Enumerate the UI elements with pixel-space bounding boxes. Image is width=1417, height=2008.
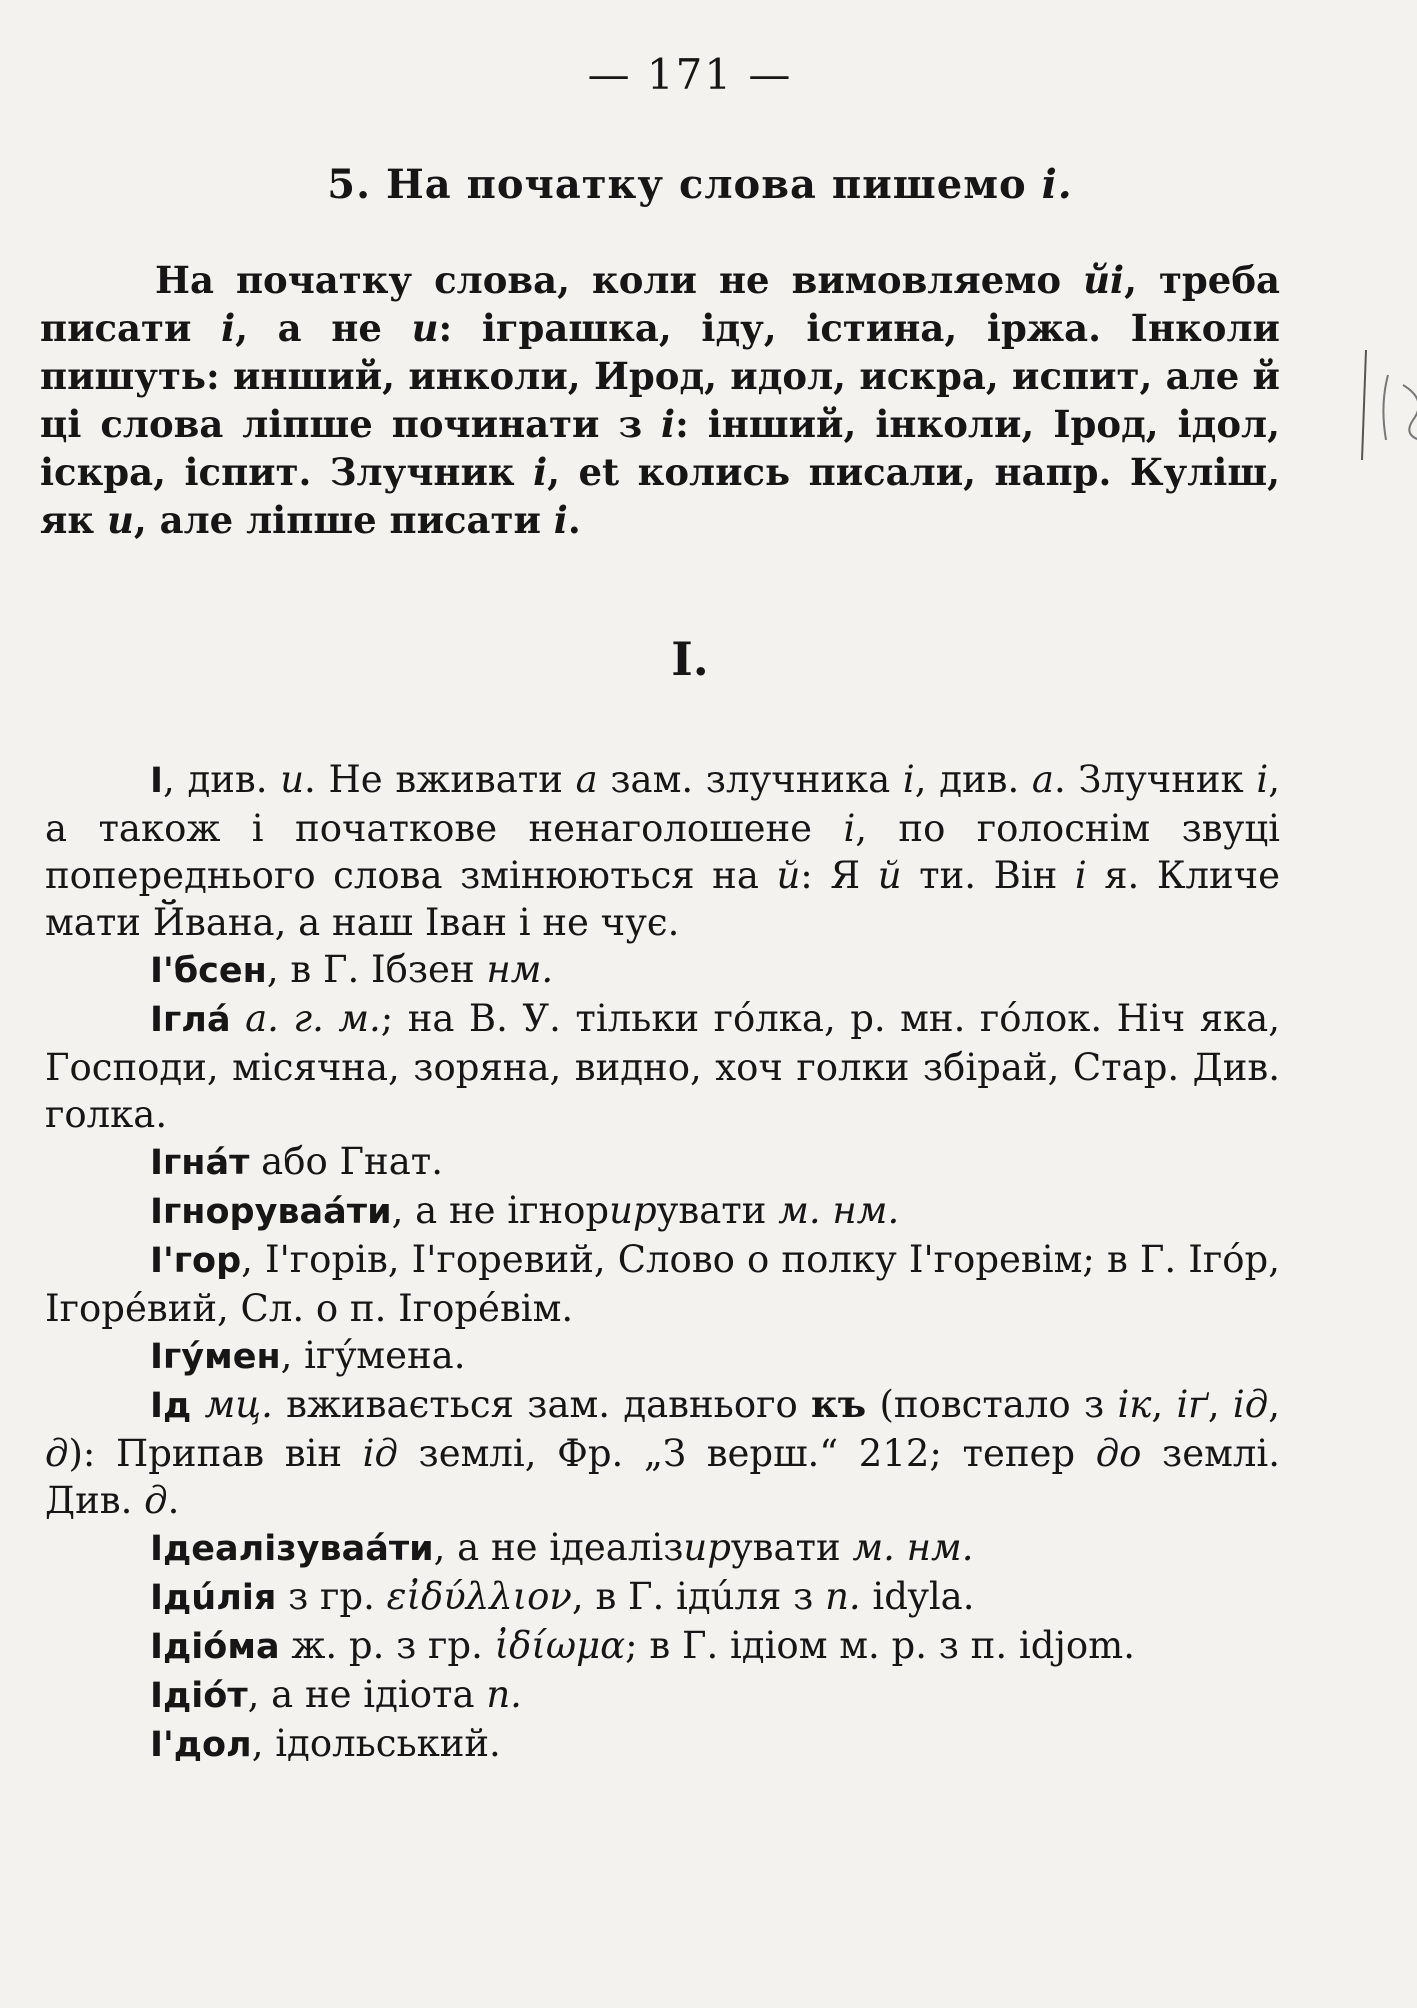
dictionary-entry [45,1622,1280,1671]
entry-text-run: , а не ідеаліз [433,1526,684,1569]
entry-text-run: і [843,807,856,850]
entry-headword: Ігнáт [150,1143,250,1183]
entry-text-run: а. г. м. [245,997,381,1040]
dictionary-entries [45,756,1280,1769]
entry-text-run: , ігýмена. [280,1334,466,1377]
entry-text-run: й [877,854,902,897]
entry-text-run [191,1383,204,1426]
dictionary-entry [45,995,1280,1138]
entry-text-run: п. [486,1673,522,1716]
entry-text-run: , а також і початкове ненаголошене [45,758,1280,850]
entry-text-run: до [1095,1432,1142,1475]
entry-text-run: и [280,758,305,801]
entry-text-run: , І'горів, І'горевий, Слово о полку І'горевім; в Г. Ігóр, Ігорéвий, Сл. о п. Ігорéвім. [45,1238,1280,1330]
entry-text-run: або Гнат. [249,1140,443,1183]
entry-text-run: εἰδύλλιον [386,1575,572,1618]
rule-text-run: На початку слова, коли не вимовляемо [155,258,1084,302]
entry-text-run: мц. [204,1383,273,1426]
entry-text-run: а [1031,758,1054,801]
rule-text-run: , а не [235,306,412,350]
entry-text-run: і [1074,854,1087,897]
entry-text-run: увати [730,1526,853,1569]
dictionary-entry [45,1236,1280,1332]
entry-text-run: а [575,758,598,801]
entry-text-run: . Злучник [1053,758,1257,801]
rule-text-run: . [567,498,581,542]
entry-text-run: ; в Г. ідіом м. р. з п. idjom. [625,1624,1135,1667]
entry-text-run: ж. р. з гр. [279,1624,495,1667]
entry-text-run: , див. [914,758,1032,801]
entry-text-run: й [776,854,801,897]
rule-paragraph [40,256,1280,544]
entry-text-run: д [144,1479,168,1522]
rule-text-run: и [411,306,439,350]
entry-text-run: п. [825,1575,861,1618]
entry-text-run: ід [362,1432,398,1475]
section-title [120,161,1280,208]
entry-text-run: , [1151,1383,1177,1426]
entry-text-run: ік [1117,1383,1152,1426]
entry-text-run: ; на В. У. тільки гóлка, р. мн. гóлок. Ніч яка, Господи, місячна, зоряна, видно, хоч голки збірай, Стар. Див. голка. [45,997,1280,1136]
entry-text-run: м. нм. [778,1189,900,1232]
page-number: — 171 — [587,50,793,99]
entry-headword: Ідіóт [150,1676,248,1716]
entry-text-run: іґ [1176,1383,1208,1426]
dictionary-entry [45,756,1280,946]
rule-text-run: : іграшка, іду, істина, іржа. Інколи пишуть: инший, инколи, Ирод, идол, искра, испит, але й ці слова ліпше починати з [40,306,1281,446]
entry-text-run: , ідольський. [251,1722,501,1765]
entry-text-run: ἰδίωμα [494,1624,626,1667]
rule-text-run: , але ліпше писати [133,498,554,542]
entry-text-run: нм. [486,948,554,991]
dictionary-entry [45,1381,1280,1524]
entry-text-run: ти. Він [901,854,1075,897]
rule-paragraph-container [40,256,1280,544]
section-title-letter: і. [1041,161,1073,208]
dictionary-entry [45,1671,1280,1720]
entry-text-run: . Не вживати [304,758,576,801]
entry-text-run: я. Кличе мати Йвана, а наш Іван і не чує. [45,854,1281,944]
entry-headword: Ідúлія [150,1578,277,1618]
rule-text-run: йі [1083,258,1125,302]
entry-text-run: , в Г. Ібзен [266,948,487,991]
entry-text-run: , в Г. ідúля з [571,1575,826,1618]
entry-text-run: idyla. [860,1575,975,1618]
dictionary-entry [45,1187,1280,1236]
entry-headword: Ігноруваáти [150,1192,392,1232]
entry-text-run: , [1207,1383,1233,1426]
entry-headword: І'дол [150,1725,252,1765]
entry-headword: І'гор [150,1241,242,1281]
entry-text-run: і [902,758,915,801]
entry-text-run: д [45,1432,69,1475]
entry-text-run: м. нм. [852,1526,974,1569]
entry-text-run: ): Припав він [68,1432,363,1475]
entry-text-run: з гр. [276,1575,387,1618]
rule-text-run: , треба писати [40,258,1280,350]
entry-text-run [231,997,246,1040]
entry-text-run: землі, Фр. „З верш.“ 212; тепер [397,1432,1096,1475]
entry-text-run: землі. Див. [45,1432,1280,1522]
handwritten-margin-mark-icon [1358,345,1417,465]
entry-text-run: увати [656,1189,779,1232]
dictionary-entry [45,1720,1280,1769]
entry-headword: Ідеалізуваáти [150,1529,434,1569]
entry-text-run: . [167,1479,180,1522]
dictionary-entry [45,1573,1280,1622]
dictionary-entry [45,1138,1280,1187]
rule-text-run: , еt колись писали, напр. Куліш, як [40,450,1281,542]
entry-text-run: ід [1232,1383,1269,1426]
entry-text-run: вживається зам. давнього [272,1383,812,1426]
entry-text-run: , [1268,1383,1280,1426]
rule-text-run: і [533,450,548,494]
rule-text-run: и [106,498,134,542]
entry-text-run: ир [609,1189,657,1232]
dictionary-entry [45,1524,1280,1573]
dictionary-entry [45,1332,1280,1381]
rule-text-run: і [553,498,568,542]
entry-text-run: і [1256,758,1269,801]
entry-text-run: ир [683,1526,731,1569]
entry-text-run: , по голоснім звуці попереднього слова змінюються на [45,807,1280,897]
entry-text-run: (повстало з [866,1383,1118,1426]
entry-text-run: къ [811,1382,867,1426]
entry-headword: Ігýмен [150,1337,281,1377]
section-title-text: 5. На початку слова пишемо [327,161,1042,208]
entry-text-run: , див. [163,758,281,801]
entry-headword: І [150,761,164,801]
entry-text-run: , а не ідіота [247,1673,487,1716]
rule-text-run: : інший, інколи, Ірод, ідол, іскра, іспит. Злучник [40,402,1280,494]
rule-text-run: і [661,402,676,446]
entry-headword: Ід [150,1386,192,1426]
entry-text-run: , а не ігнор [391,1189,610,1232]
entry-headword: Іглá [150,1000,231,1040]
book-page [40,50,1280,1769]
entry-text-run: зам. злучника [597,758,903,801]
dictionary-entry [45,946,1280,995]
entry-text-run: : Я [800,854,878,897]
entry-headword: Ідіóма [150,1627,280,1667]
rule-text-run: і [221,306,236,350]
entry-headword: І'бсен [150,951,267,991]
letter-heading: І. [671,632,709,686]
